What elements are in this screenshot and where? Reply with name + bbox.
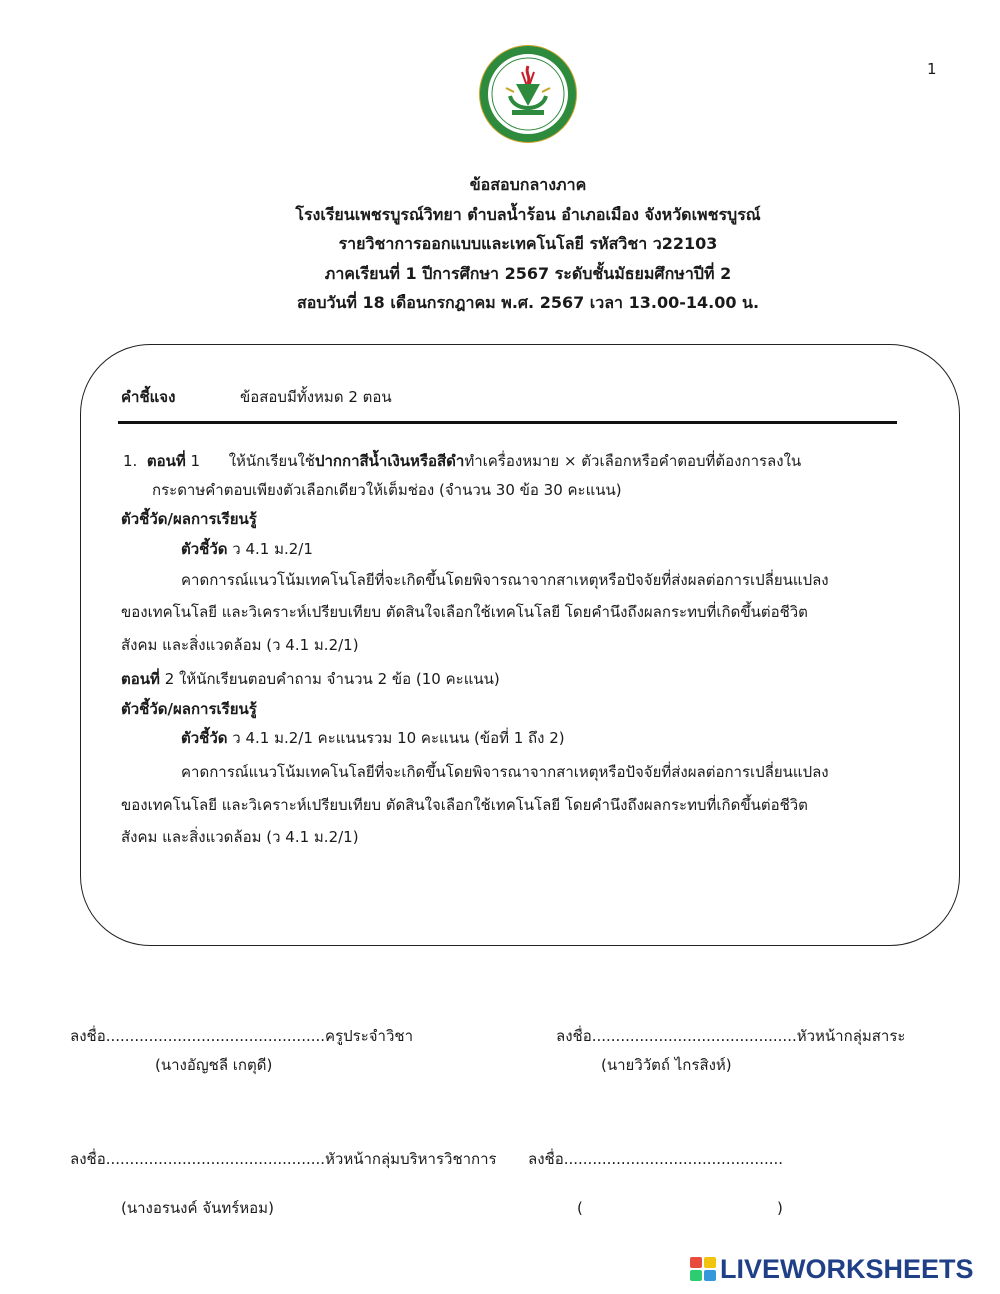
part1-line2: กระดาษคำตอบเพียงตัวเลือกเดียวให้เต็มช่อง (จำนวน 30 ข้อ 30 คะแนน) [152,481,622,499]
signature-academic-name: (นางอรนงค์ จันทร์หอม) [121,1199,274,1217]
part1-desc-line3: สังคม และสิ่งแวดล้อม (ว 4.1 ม.2/1) [121,636,359,654]
signature-fourth-close: ) [777,1199,783,1217]
signature-academic-line: ลงชื่อ..............................................หัวหน้ากลุ่มบริหารวิชาการ [70,1150,497,1168]
signature-fourth-open: ( [577,1199,583,1217]
part2-desc-line2: ของเทคโนโลยี และวิเคราะห์เปรียบเทียบ ตัดสินใจเลือกใช้เทคโนโลยี โดยคำนึงถึงผลกระทบที่เกิดขึ้นต่อชีวิต [121,796,808,814]
part2-line: ตอนที่ 2 ให้นักเรียนตอบคำถาม จำนวน 2 ข้อ (10 คะแนน) [121,670,500,688]
liveworksheets-brand: LIVEWORKSHEETS [720,1253,974,1284]
signature-head-name: (นายวิวัตถ์ ไกรสิงห์) [601,1056,732,1074]
signature-fourth-line: ลงชื่อ.............................................. [528,1150,784,1168]
signature-head-line: ลงชื่อ...........................................หัวหน้ากลุ่มสาระ [556,1027,906,1045]
subject-line: รายวิชาการออกแบบและเทคโนโลยี รหัสวิชา ว22103 [338,234,718,253]
signature-teacher-name: (นางอัญชลี เกตุดี) [155,1056,273,1074]
liveworksheets-logo [690,1255,974,1283]
part1-indicator-heading: ตัวชี้วัด/ผลการเรียนรู้ [121,510,257,528]
page-number: 1 [927,60,937,78]
instructions-label: คำชี้แจง [121,388,176,406]
signature-teacher-line: ลงชื่อ..............................................ครูประจำวิชา [70,1027,414,1045]
exam-date-line: สอบวันที่ 18 เดือนกรกฎาคม พ.ศ. 2567 เวลา 13.00-14.00 น. [296,293,760,312]
part1-desc-line2: ของเทคโนโลยี และวิเคราะห์เปรียบเทียบ ตัดสินใจเลือกใช้เทคโนโลยี โดยคำนึงถึงผลกระทบที่เกิดขึ้นต่อชีวิต [121,603,808,621]
part1-line1: 1. ตอนที่ 1 ให้นักเรียนใช้ปากกาสีน้ำเงินหรือสีดำทำเครื่องหมาย × ตัวเลือกหรือคำตอบที่ต้องการลงใน [123,452,802,470]
liveworksheets-logo-icon [690,1257,716,1281]
divider [118,421,897,424]
part2-indicator: ตัวชี้วัด ว 4.1 ม.2/1 คะแนนรวม 10 คะแนน (ข้อที่ 1 ถึง 2) [181,729,565,747]
part1-indicator: ตัวชี้วัด ว 4.1 ม.2/1 [181,540,313,558]
school-line: โรงเรียนเพชรบูรณ์วิทยา ตำบลน้ำร้อน อำเภอเมือง จังหวัดเพชรบูรณ์ [295,205,761,224]
part2-desc-line1: คาดการณ์แนวโน้มเทคโนโลยีที่จะเกิดขึ้นโดยพิจารณาจากสาเหตุหรือปัจจัยที่ส่งผลต่อการเปลี่ยนแปลง [181,763,829,781]
exam-title: ข้อสอบกลางภาค [469,175,587,194]
semester-line: ภาคเรียนที่ 1 ปีการศึกษา 2567 ระดับชั้นมัธยมศึกษาปีที่ 2 [324,264,732,283]
school-emblem-icon [478,44,578,144]
instructions-summary: ข้อสอบมีทั้งหมด 2 ตอน [240,388,392,406]
part2-desc-line3: สังคม และสิ่งแวดล้อม (ว 4.1 ม.2/1) [121,828,359,846]
part1-desc-line1: คาดการณ์แนวโน้มเทคโนโลยีที่จะเกิดขึ้นโดยพิจารณาจากสาเหตุหรือปัจจัยที่ส่งผลต่อการเปลี่ยนแปลง [181,571,829,589]
part2-indicator-heading: ตัวชี้วัด/ผลการเรียนรู้ [121,700,257,718]
